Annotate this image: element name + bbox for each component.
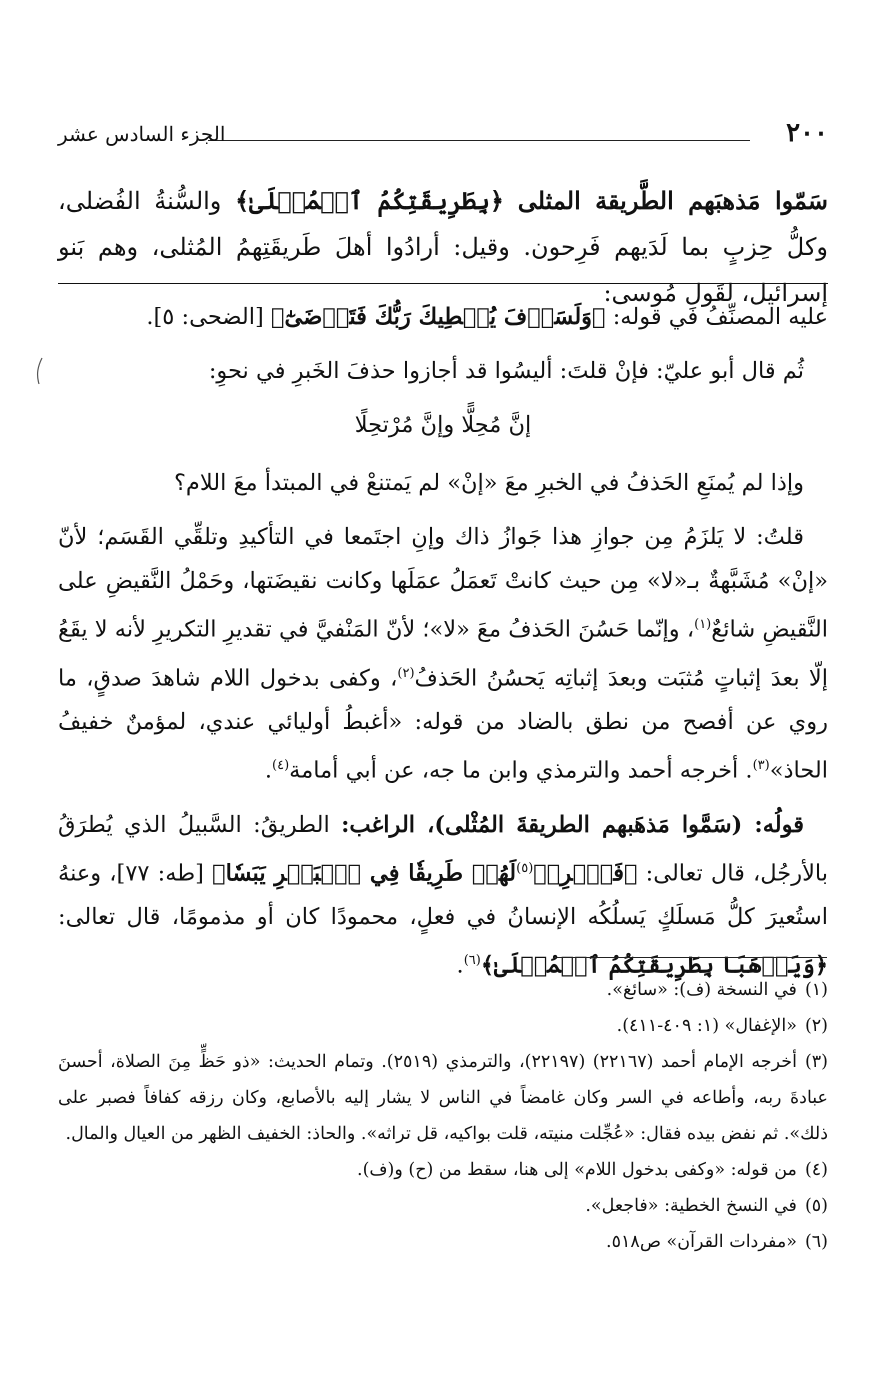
quran-verse-taha-end: لَهُمۡ طَرِيقٗا فِي ٱلۡبَحۡرِ يَبَسٗا﴾ [212, 860, 517, 886]
paragraph-5-lead: قولُه: (سَمَّوا مَذهَبهم الطريقةَ المُثْلى)، الراغب: [341, 811, 804, 838]
footnote-number: (٢) [804, 1016, 828, 1036]
paragraph-3: وإذا لم يُمنَعِ الحَذفُ في الخبرِ معَ «إنْ» لم يَمتنعْ في المبتدأ معَ اللام؟ [173, 470, 804, 496]
footnotes [58, 972, 828, 1260]
page-number: ٢٠٠ [786, 118, 828, 148]
paragraph-1-text: عليه المصنِّفُ في قوله: [612, 304, 828, 330]
header-rule [208, 140, 750, 141]
footnote-6 [58, 1224, 828, 1260]
footnote-number: (١) [804, 980, 828, 1000]
quran-verse-taha-start: ﴿فَٱضۡرِبۡ [533, 860, 638, 886]
footnote-5 [58, 1188, 828, 1224]
footnote-number: (٥) [804, 1196, 828, 1216]
paragraph-4-part-d: . أخرجه أحمد والترمذي وابن ما جه، عن أبي أمامة [289, 757, 753, 784]
footnote-1 [58, 972, 828, 1008]
footnote-ref-5[interactable]: (٥) [516, 860, 534, 876]
footnote-4 [58, 1152, 828, 1188]
paragraph-2: ثُم قال أبو عليّ: فإنْ قلتَ: أليسُوا قد أجازوا حذفَ الخَبرِ في نحوِ: [208, 358, 804, 384]
footnote-text: في النسخة (ف): «سائغ». [606, 980, 797, 1000]
margin-mark-icon [30, 356, 48, 386]
verse-reference: [الضحى: ٥]. [146, 304, 264, 330]
quran-verse-duha: ﴿وَلَسَوۡفَ يُعۡطِيكَ رَبُّكَ فَتَرۡضَىٰٓ﴾ [270, 304, 606, 330]
paragraph-5-part-b: [طه: ٧٧]، وعنهُ استُعيرَ كلُّ مَسلَكٍ يَسلُكُه الإنسانُ في فعلٍ، محمودًا كان أو مذمومًا، قال تعالى: [58, 860, 828, 930]
main-text [58, 295, 828, 998]
footnote-text: أخرجه الإمام أحمد (٢٢١٦٧) (٢٢١٩٧)، والترمذي (٢٥١٩). وتمام الحديث: «ذو حَظٍّ مِنَ الصلاة، أحسنَ عبادةَ ربه، وأطاعه في السر وكان غامضاً في الناس لا يشار إليه بالأصابع، وكان رزقه كفافاً فصبر على ذلك». ثم نفض بيده فقال: «عُجِّلت منيته، قلت بواكيه، قل تراثه». والحاذ: الخفيف الظهر من العيال والمال. [58, 1052, 828, 1144]
footnote-ref-1[interactable]: (١) [694, 617, 712, 632]
commentary-lead: سَمّوا مَذهبَهم الطَّريقة المثلى [517, 186, 828, 215]
footnote-number: (٦) [804, 1232, 828, 1252]
commentary-verse: ﴿بِطَرِيقَتِكُمُ ٱلۡمُثۡلَىٰ﴾ [235, 186, 504, 215]
paragraph-5-end: . [456, 952, 464, 979]
quran-verse-taha-63: ﴿وَيَذۡهَبَا بِطَرِيقَتِكُمُ ٱلۡمُثۡلَىٰ﴾ [480, 952, 828, 979]
paragraph-1 [58, 295, 828, 339]
paragraph-5 [58, 803, 828, 988]
paragraph-4-part-a: قلتُ: لا يَلزَمُ مِن جوازِ هذا جَوازُ ذاك وإنِ اجتَمعا في التأكيدِ وتلقِّي القَسَم؛ لأنّ «إنْ» مُشَبَّهةٌ بـ«لا» مِن حيث كانتْ تَعمَلُ عمَلَها وكانت نقيضَتها، وحَمْلُ النَّقيضِ على النَّقيضِ شائعٌ [58, 524, 828, 643]
footnote-text: «مفردات القرآن» ص٥١٨. [606, 1232, 797, 1252]
paragraph-4-part-c: ، وكفى بدخول اللام شاهدَ صدقٍ، ما روي عن أفصح من نطق بالضاد من قوله: «أغبطُ أوليائي عندي، لمؤمنٌ خفيفُ الحاذ» [58, 665, 828, 784]
footnote-text: في النسخ الخطية: «فاجعل». [585, 1196, 797, 1216]
paragraph-4-part-b: ، وإنّما حَسُنَ الحَذفُ معَ «لا»؛ لأنّ المَنْفيَّ في تقديرِ التكريرِ لأنه لا يقَعُ إلّا بعدَ إثباتٍ مُثبَت وبعدَ إثباتِه يَحسُنُ الحَذفُ [58, 616, 829, 691]
footnote-separator [557, 957, 827, 958]
footnote-ref-3[interactable]: (٣) [752, 758, 770, 773]
paragraph-5-part-a: الطريقُ: السَّبيلُ الذي يُطرَقُ بالأرجُل، قال تعالى: [58, 811, 829, 886]
footnote-text: من قوله: «وكفى بدخول اللام» إلى هنا، سقط من (ح) و(ف). [357, 1160, 797, 1180]
footnote-ref-6[interactable]: (٦) [463, 953, 481, 968]
footnote-number: (٣) [804, 1052, 828, 1072]
footnote-text: «الإغفال» (١: ٤٠٩-٤١١). [616, 1016, 797, 1036]
paragraph-4-end: . [264, 757, 272, 784]
footnote-ref-2[interactable]: (٢) [397, 665, 415, 681]
footnote-number: (٤) [804, 1160, 828, 1180]
footnote-3 [58, 1044, 828, 1152]
commentary-separator [58, 283, 828, 284]
paragraph-4 [58, 515, 828, 793]
footnote-2 [58, 1008, 828, 1044]
poem-line: إنَّ مُحِلًّا وإنَّ مُرْتحِلًا [354, 412, 532, 438]
page-header [58, 118, 828, 154]
part-title: الجزء السادس عشر [58, 122, 226, 146]
footnote-ref-4[interactable]: (٤) [272, 758, 290, 773]
commentary-text: والسُّنةُ الفُضلى، وكلُّ حِزبٍ بما لَدَيهم فَرِحون. وقيل: أرادُوا أهلَ طَريقَتِهمُ المُثلى، وهم بَنو إسرائيل، لقَولِ مُوسى: [58, 187, 828, 307]
